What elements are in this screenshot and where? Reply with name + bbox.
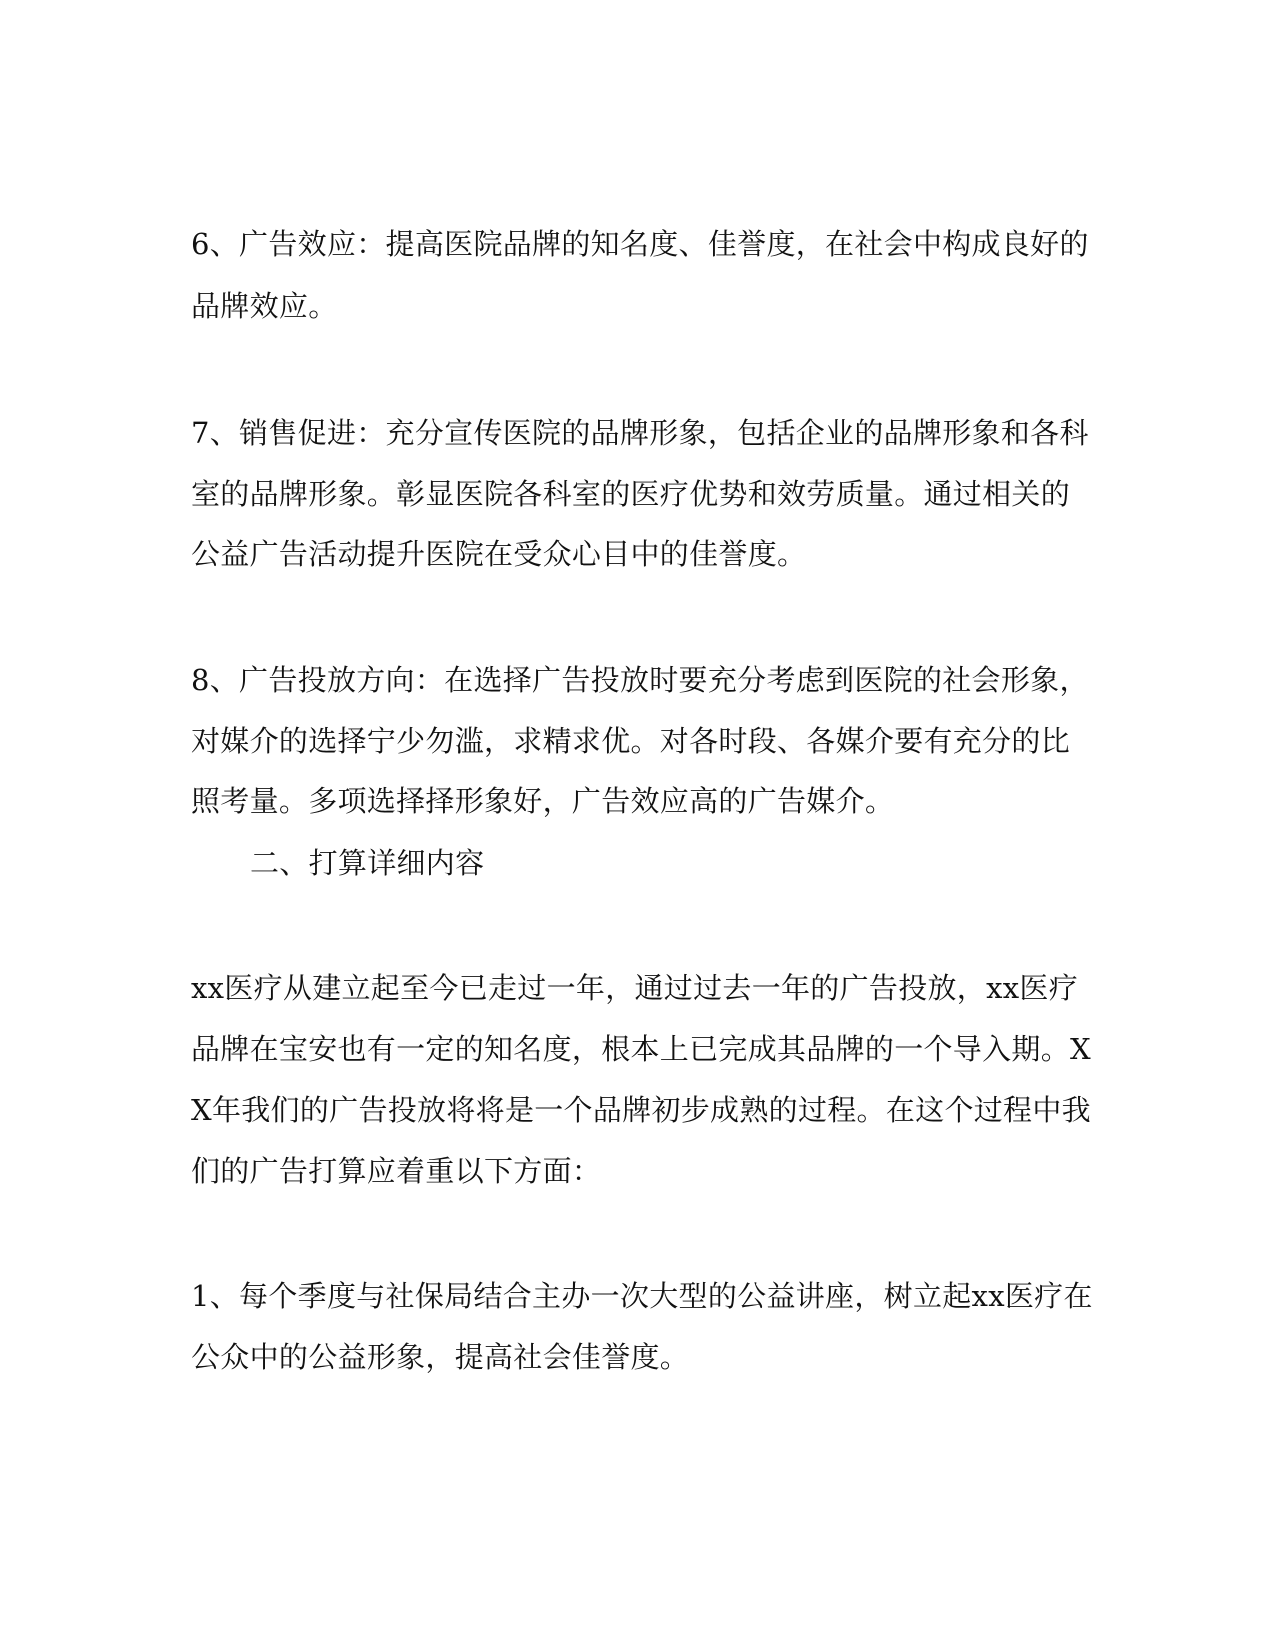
item-7-line-3: 公益广告活动提升医院在受众心目中的佳誉度。 bbox=[191, 537, 807, 571]
intro-line-2: 品牌在宝安也有一定的知名度，根本上已完成其品牌的一个导入期。X bbox=[191, 1032, 1091, 1066]
item-6-line-2: 品牌效应。 bbox=[191, 289, 338, 323]
intro-line-1: xx医疗从建立起至今已走过一年，通过过去一年的广告投放，xx医疗 bbox=[191, 971, 1079, 1005]
item-8-line-2: 对媒介的选择宁少勿滥，求精求优。对各时段、各媒介要有充分的比 bbox=[191, 724, 1071, 758]
item-6-line-1: 6、广告效应：提高医院品牌的知名度、佳誉度，在社会中构成良好的 bbox=[191, 227, 1089, 261]
item-8-line-1: 8、广告投放方向：在选择广告投放时要充分考虑到医院的社会形象， bbox=[191, 663, 1089, 697]
plan-item-1-line-1: 1、每个季度与社保局结合主办一次大型的公益讲座，树立起xx医疗在 bbox=[191, 1279, 1093, 1313]
intro-line-4: 们的广告打算应着重以下方面： bbox=[191, 1154, 602, 1188]
intro-line-3: X年我们的广告投放将将是一个品牌初步成熟的过程。在这个过程中我 bbox=[191, 1093, 1091, 1127]
item-8-line-3: 照考量。多项选择择形象好，广告效应高的广告媒介。 bbox=[191, 784, 895, 818]
item-7-line-2: 室的品牌形象。彰显医院各科室的医疗优势和效劳质量。通过相关的 bbox=[191, 477, 1071, 511]
item-7-line-1: 7、销售促进：充分宣传医院的品牌形象，包括企业的品牌形象和各科 bbox=[191, 416, 1089, 450]
section-heading: 二、打算详细内容 bbox=[250, 846, 485, 880]
plan-item-1-line-2: 公众中的公益形象，提高社会佳誉度。 bbox=[191, 1340, 690, 1374]
